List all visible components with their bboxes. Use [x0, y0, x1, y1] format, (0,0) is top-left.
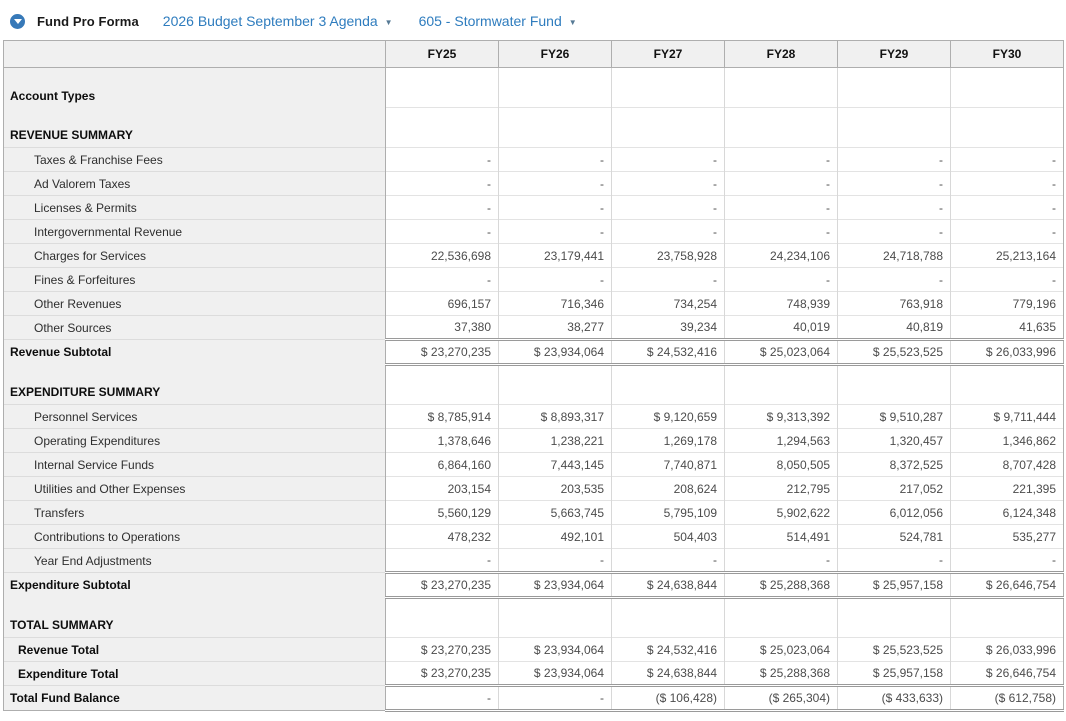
row-label: Other Sources: [4, 316, 386, 340]
cell-fy29: $ 25,523,525: [838, 340, 951, 365]
row-label: Charges for Services: [4, 244, 386, 268]
cell-fy27: $ 24,532,416: [612, 638, 725, 662]
cell-fy30: -: [951, 220, 1064, 244]
cell-fy27: [612, 108, 725, 148]
cell-fy30: 535,277: [951, 525, 1064, 549]
cell-fy26: 38,277: [499, 316, 612, 340]
cell-fy29: ($ 433,633): [838, 686, 951, 711]
cell-fy30: 1,346,862: [951, 429, 1064, 453]
cell-fy26: -: [499, 148, 612, 172]
table-row: [4, 429, 1064, 453]
cell-fy27: $ 24,532,416: [612, 340, 725, 365]
cell-fy30: [951, 68, 1064, 108]
cell-fy27: -: [612, 220, 725, 244]
cell-fy30: ($ 612,758): [951, 686, 1064, 711]
budget-dropdown[interactable]: [163, 13, 393, 29]
cell-fy27: $ 24,638,844: [612, 573, 725, 598]
cell-fy27: 1,269,178: [612, 429, 725, 453]
row-label: Internal Service Funds: [4, 453, 386, 477]
cell-fy26: 492,101: [499, 525, 612, 549]
cell-fy28: 748,939: [725, 292, 838, 316]
cell-fy28: $ 25,023,064: [725, 638, 838, 662]
row-label: Operating Expenditures: [4, 429, 386, 453]
column-header-fy25: FY25: [386, 41, 499, 68]
cell-fy27: [612, 365, 725, 405]
cell-fy25: 478,232: [386, 525, 499, 549]
cell-fy29: $ 9,510,287: [838, 405, 951, 429]
cell-fy26: -: [499, 549, 612, 573]
cell-fy27: 39,234: [612, 316, 725, 340]
cell-fy29: 8,372,525: [838, 453, 951, 477]
table-row: [4, 477, 1064, 501]
cell-fy26: 1,238,221: [499, 429, 612, 453]
cell-fy30: $ 26,033,996: [951, 340, 1064, 365]
pro-forma-table: [3, 40, 1064, 712]
cell-fy26: $ 8,893,317: [499, 405, 612, 429]
cell-fy27: [612, 598, 725, 638]
pro-forma-table-container: [0, 40, 1066, 712]
table-row: [4, 220, 1064, 244]
table-row: [4, 549, 1064, 573]
cell-fy29: -: [838, 220, 951, 244]
cell-fy25: $ 23,270,235: [386, 662, 499, 686]
cell-fy25: -: [386, 686, 499, 711]
cell-fy30: $ 9,711,444: [951, 405, 1064, 429]
row-label: Taxes & Franchise Fees: [4, 148, 386, 172]
cell-fy29: 40,819: [838, 316, 951, 340]
cell-fy27: -: [612, 148, 725, 172]
cell-fy26: -: [499, 220, 612, 244]
cell-fy27: 23,758,928: [612, 244, 725, 268]
cell-fy26: $ 23,934,064: [499, 340, 612, 365]
cell-fy30: [951, 598, 1064, 638]
table-row: [4, 244, 1064, 268]
cell-fy29: [838, 598, 951, 638]
cell-fy28: [725, 68, 838, 108]
cell-fy25: -: [386, 220, 499, 244]
row-label: Year End Adjustments: [4, 549, 386, 573]
cell-fy29: [838, 68, 951, 108]
row-label: Other Revenues: [4, 292, 386, 316]
cell-fy28: $ 25,288,368: [725, 573, 838, 598]
cell-fy30: -: [951, 148, 1064, 172]
table-row: [4, 68, 1064, 108]
cell-fy25: $ 23,270,235: [386, 340, 499, 365]
cell-fy27: 7,740,871: [612, 453, 725, 477]
column-header-fy27: FY27: [612, 41, 725, 68]
cell-fy29: -: [838, 196, 951, 220]
chevron-down-icon: ▼: [568, 17, 577, 27]
cell-fy25: 203,154: [386, 477, 499, 501]
cell-fy26: 5,663,745: [499, 501, 612, 525]
cell-fy27: -: [612, 172, 725, 196]
collapse-section-toggle[interactable]: [10, 14, 25, 29]
cell-fy30: 221,395: [951, 477, 1064, 501]
cell-fy26: [499, 365, 612, 405]
cell-fy30: -: [951, 196, 1064, 220]
table-row: [4, 292, 1064, 316]
column-header-fy26: FY26: [499, 41, 612, 68]
row-label: Account Types: [4, 68, 386, 108]
cell-fy25: -: [386, 196, 499, 220]
cell-fy28: -: [725, 549, 838, 573]
row-label: TOTAL SUMMARY: [4, 598, 386, 638]
table-row: [4, 148, 1064, 172]
cell-fy25: [386, 365, 499, 405]
table-row: [4, 316, 1064, 340]
cell-fy28: -: [725, 268, 838, 292]
table-row: [4, 340, 1064, 365]
cell-fy29: 763,918: [838, 292, 951, 316]
cell-fy28: -: [725, 172, 838, 196]
cell-fy28: ($ 265,304): [725, 686, 838, 711]
cell-fy25: 37,380: [386, 316, 499, 340]
table-row: [4, 686, 1064, 711]
cell-fy27: 734,254: [612, 292, 725, 316]
cell-fy25: 22,536,698: [386, 244, 499, 268]
cell-fy27: -: [612, 549, 725, 573]
cell-fy25: $ 23,270,235: [386, 573, 499, 598]
cell-fy28: -: [725, 148, 838, 172]
table-row: [4, 405, 1064, 429]
cell-fy27: -: [612, 268, 725, 292]
table-row: [4, 172, 1064, 196]
cell-fy26: $ 23,934,064: [499, 662, 612, 686]
cell-fy26: -: [499, 268, 612, 292]
cell-fy29: [838, 108, 951, 148]
row-label: Expenditure Subtotal: [4, 573, 386, 598]
cell-fy29: $ 25,523,525: [838, 638, 951, 662]
cell-fy28: $ 9,313,392: [725, 405, 838, 429]
budget-dropdown-label: 2026 Budget September 3 Agenda: [162, 13, 378, 29]
cell-fy30: 6,124,348: [951, 501, 1064, 525]
cell-fy28: -: [725, 196, 838, 220]
table-row: [4, 453, 1064, 477]
cell-fy29: -: [838, 268, 951, 292]
cell-fy28: 40,019: [725, 316, 838, 340]
table-row: [4, 525, 1064, 549]
cell-fy29: [838, 365, 951, 405]
row-label: Expenditure Total: [4, 662, 386, 686]
cell-fy27: 5,795,109: [612, 501, 725, 525]
cell-fy30: -: [951, 268, 1064, 292]
table-row: [4, 662, 1064, 686]
cell-fy25: $ 23,270,235: [386, 638, 499, 662]
fund-dropdown-label: 605 - Stormwater Fund: [418, 13, 562, 29]
cell-fy27: -: [612, 196, 725, 220]
cell-fy28: $ 25,288,368: [725, 662, 838, 686]
row-label: Fines & Forfeitures: [4, 268, 386, 292]
row-label: Total Fund Balance: [4, 686, 386, 711]
table-row: [4, 501, 1064, 525]
cell-fy29: 1,320,457: [838, 429, 951, 453]
cell-fy30: 25,213,164: [951, 244, 1064, 268]
table-row: [4, 573, 1064, 598]
cell-fy27: 208,624: [612, 477, 725, 501]
cell-fy28: 5,902,622: [725, 501, 838, 525]
row-label: Ad Valorem Taxes: [4, 172, 386, 196]
column-header-fy28: FY28: [725, 41, 838, 68]
cell-fy27: ($ 106,428): [612, 686, 725, 711]
cell-fy27: $ 24,638,844: [612, 662, 725, 686]
row-label: Contributions to Operations: [4, 525, 386, 549]
fund-dropdown[interactable]: [419, 13, 577, 29]
table-row: [4, 365, 1064, 405]
cell-fy29: 6,012,056: [838, 501, 951, 525]
cell-fy26: 7,443,145: [499, 453, 612, 477]
cell-fy30: $ 26,646,754: [951, 662, 1064, 686]
cell-fy26: -: [499, 686, 612, 711]
cell-fy30: $ 26,646,754: [951, 573, 1064, 598]
row-label: EXPENDITURE SUMMARY: [4, 365, 386, 405]
cell-fy29: $ 25,957,158: [838, 573, 951, 598]
table-row: [4, 638, 1064, 662]
cell-fy30: [951, 365, 1064, 405]
cell-fy30: 779,196: [951, 292, 1064, 316]
cell-fy25: $ 8,785,914: [386, 405, 499, 429]
table-row: [4, 598, 1064, 638]
cell-fy26: 203,535: [499, 477, 612, 501]
cell-fy27: 504,403: [612, 525, 725, 549]
cell-fy29: -: [838, 148, 951, 172]
cell-fy29: -: [838, 172, 951, 196]
table-row: [4, 196, 1064, 220]
corner-header-cell: [4, 41, 386, 68]
cell-fy26: [499, 108, 612, 148]
cell-fy28: 24,234,106: [725, 244, 838, 268]
row-label: Licenses & Permits: [4, 196, 386, 220]
cell-fy25: 696,157: [386, 292, 499, 316]
cell-fy30: -: [951, 549, 1064, 573]
cell-fy29: -: [838, 549, 951, 573]
cell-fy26: 716,346: [499, 292, 612, 316]
cell-fy26: -: [499, 172, 612, 196]
row-label: Transfers: [4, 501, 386, 525]
table-header-row: [4, 41, 1064, 68]
column-header-fy29: FY29: [838, 41, 951, 68]
cell-fy28: [725, 365, 838, 405]
cell-fy28: [725, 598, 838, 638]
row-label: Utilities and Other Expenses: [4, 477, 386, 501]
toolbar: [0, 0, 1066, 40]
cell-fy25: -: [386, 172, 499, 196]
cell-fy28: 8,050,505: [725, 453, 838, 477]
chevron-down-icon: [14, 19, 22, 24]
cell-fy27: [612, 68, 725, 108]
cell-fy25: 1,378,646: [386, 429, 499, 453]
cell-fy25: [386, 68, 499, 108]
row-label: REVENUE SUMMARY: [4, 108, 386, 148]
row-label: Revenue Subtotal: [4, 340, 386, 365]
cell-fy26: $ 23,934,064: [499, 638, 612, 662]
cell-fy25: 5,560,129: [386, 501, 499, 525]
cell-fy26: $ 23,934,064: [499, 573, 612, 598]
cell-fy28: -: [725, 220, 838, 244]
cell-fy28: $ 25,023,064: [725, 340, 838, 365]
cell-fy25: [386, 598, 499, 638]
cell-fy30: $ 26,033,996: [951, 638, 1064, 662]
row-label: Intergovernmental Revenue: [4, 220, 386, 244]
row-label: Personnel Services: [4, 405, 386, 429]
cell-fy30: 8,707,428: [951, 453, 1064, 477]
cell-fy25: [386, 108, 499, 148]
cell-fy29: 217,052: [838, 477, 951, 501]
cell-fy29: $ 25,957,158: [838, 662, 951, 686]
cell-fy26: [499, 68, 612, 108]
chevron-down-icon: ▼: [384, 17, 393, 27]
cell-fy30: -: [951, 172, 1064, 196]
cell-fy28: [725, 108, 838, 148]
row-label: Revenue Total: [4, 638, 386, 662]
cell-fy25: -: [386, 148, 499, 172]
cell-fy30: [951, 108, 1064, 148]
column-header-fy30: FY30: [951, 41, 1064, 68]
cell-fy27: $ 9,120,659: [612, 405, 725, 429]
cell-fy25: -: [386, 268, 499, 292]
cell-fy26: -: [499, 196, 612, 220]
cell-fy28: 1,294,563: [725, 429, 838, 453]
cell-fy29: 24,718,788: [838, 244, 951, 268]
table-row: [4, 268, 1064, 292]
cell-fy28: 212,795: [725, 477, 838, 501]
cell-fy26: 23,179,441: [499, 244, 612, 268]
cell-fy28: 514,491: [725, 525, 838, 549]
table-row: [4, 108, 1064, 148]
cell-fy26: [499, 598, 612, 638]
cell-fy25: -: [386, 549, 499, 573]
cell-fy29: 524,781: [838, 525, 951, 549]
cell-fy25: 6,864,160: [386, 453, 499, 477]
page-title: Fund Pro Forma: [37, 13, 139, 29]
cell-fy30: 41,635: [951, 316, 1064, 340]
